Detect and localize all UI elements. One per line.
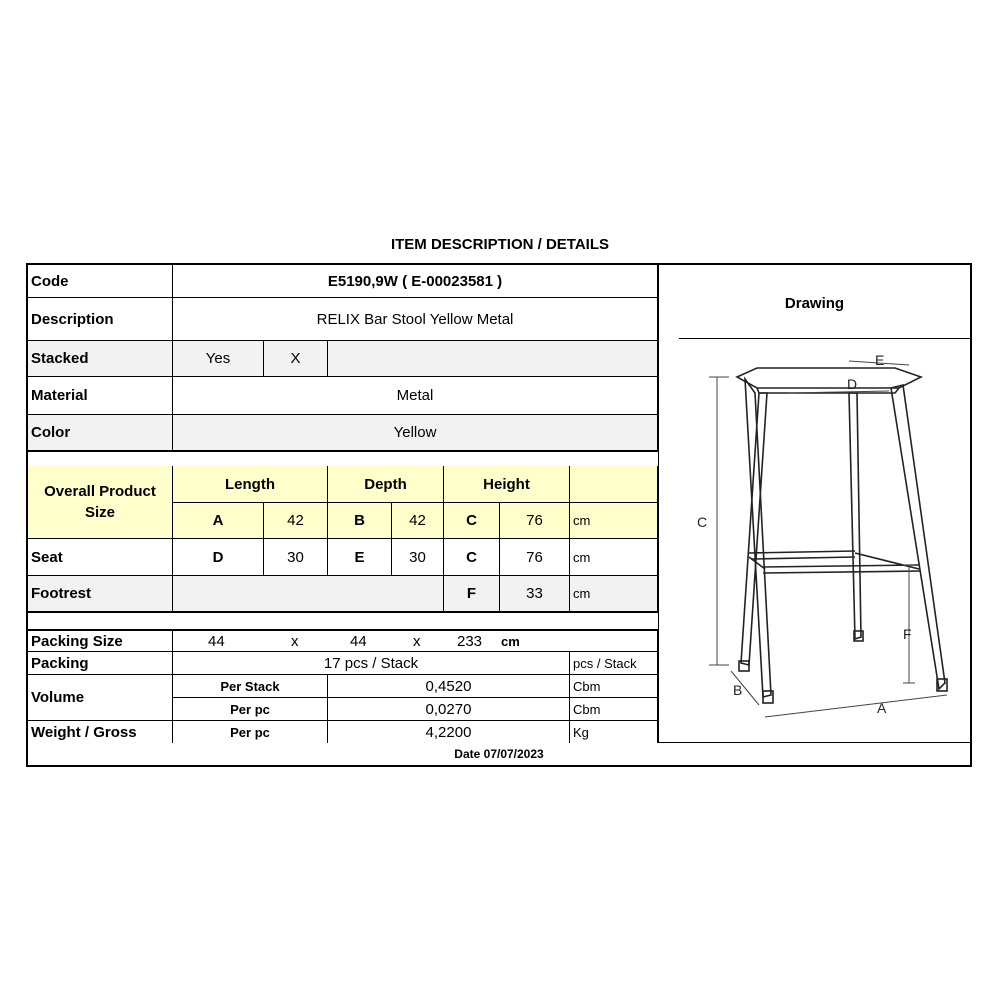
drawing-panel (658, 265, 970, 743)
length-header: Length (173, 466, 328, 503)
weight-unit: Kg (570, 721, 658, 743)
seat-d-letter: D (173, 539, 264, 576)
drawing-title: Drawing (784, 295, 845, 312)
overall-size-label-line1: Overall Product (44, 483, 156, 500)
unit-header-empty (570, 466, 658, 503)
item-details-table (26, 263, 972, 767)
packing-size-unit: cm (501, 633, 520, 649)
packing-size-x1: x (291, 632, 299, 650)
volume-label: Volume (28, 675, 173, 721)
stool-seat (737, 368, 921, 388)
stool-leg-back-right (849, 393, 861, 639)
color-value: Yellow (173, 415, 658, 452)
stool-footrest-back (749, 551, 855, 559)
color-label: Color (28, 415, 173, 452)
overall-a-letter: A (173, 503, 264, 539)
weight-per-pc-label: Per pc (173, 721, 328, 743)
packing-size-dim3: 233 (457, 632, 483, 650)
drawing-label-b: B (733, 682, 743, 698)
volume-per-pc-label: Per pc (173, 698, 328, 721)
stacked-value: Yes (173, 341, 264, 377)
drawing-label-f: F (903, 626, 912, 642)
spacer (28, 452, 658, 466)
volume-per-stack-value: 0,4520 (328, 675, 570, 698)
overall-b-value: 42 (392, 503, 444, 539)
seat-e-letter: E (328, 539, 392, 576)
volume-per-stack-unit: Cbm (570, 675, 658, 698)
volume-per-pc-value: 0,0270 (328, 698, 570, 721)
seat-label: Seat (28, 539, 173, 576)
overall-size-label (28, 466, 173, 539)
packing-size-value (173, 629, 658, 652)
packing-label: Packing (28, 652, 173, 675)
packing-value: 17 pcs / Stack (173, 652, 570, 675)
spacer (28, 613, 658, 629)
footrest-unit: cm (570, 576, 658, 613)
footrest-f-letter: F (444, 576, 500, 613)
drawing-label-c: C (697, 514, 708, 530)
weight-value: 4,2200 (328, 721, 570, 743)
material-label: Material (28, 377, 173, 415)
code-label: Code (28, 265, 173, 298)
packing-size-dim1: 44 (208, 632, 225, 650)
overall-c-letter: C (444, 503, 500, 539)
packing-unit: pcs / Stack (570, 652, 658, 675)
volume-per-stack-label: Per Stack (173, 675, 328, 698)
code-value: E5190,9W ( E-00023581 ) (173, 265, 658, 298)
drawing-label-e: E (875, 352, 885, 368)
stool-leg-front-right (891, 385, 945, 689)
drawing-label-d: D (847, 376, 858, 392)
overall-c-value: 76 (500, 503, 570, 539)
packing-size-label: Packing Size (28, 629, 173, 652)
stacked-mark: X (264, 341, 328, 377)
footrest-empty (173, 576, 444, 613)
dimension-c (709, 377, 729, 665)
overall-size-label-line2: Size (84, 504, 115, 521)
packing-size-dim2: 44 (350, 632, 367, 650)
seat-c-value: 76 (500, 539, 570, 576)
stool-footrest-front (763, 565, 921, 573)
seat-unit: cm (570, 539, 658, 576)
height-header: Height (444, 466, 570, 503)
bar-stool-drawing (659, 265, 971, 743)
seat-d-value: 30 (264, 539, 328, 576)
document-title: ITEM DESCRIPTION / DETAILS (390, 236, 610, 253)
material-value: Metal (173, 377, 658, 415)
footrest-f-value: 33 (500, 576, 570, 613)
depth-header: Depth (328, 466, 444, 503)
seat-c-letter: C (444, 539, 500, 576)
stacked-empty (328, 341, 658, 377)
weight-label: Weight / Gross (28, 721, 173, 743)
dimension-f (903, 565, 915, 683)
seat-e-value: 30 (392, 539, 444, 576)
description-label: Description (28, 298, 173, 341)
date-footer: Date 07/07/2023 (454, 747, 544, 761)
description-value: RELIX Bar Stool Yellow Metal (173, 298, 658, 341)
stacked-label: Stacked (28, 341, 173, 377)
drawing-label-a: A (877, 700, 887, 716)
volume-per-pc-unit: Cbm (570, 698, 658, 721)
footrest-label: Footrest (28, 576, 173, 613)
overall-a-value: 42 (264, 503, 328, 539)
packing-size-x2: x (413, 632, 421, 650)
overall-b-letter: B (328, 503, 392, 539)
overall-unit: cm (570, 503, 658, 539)
